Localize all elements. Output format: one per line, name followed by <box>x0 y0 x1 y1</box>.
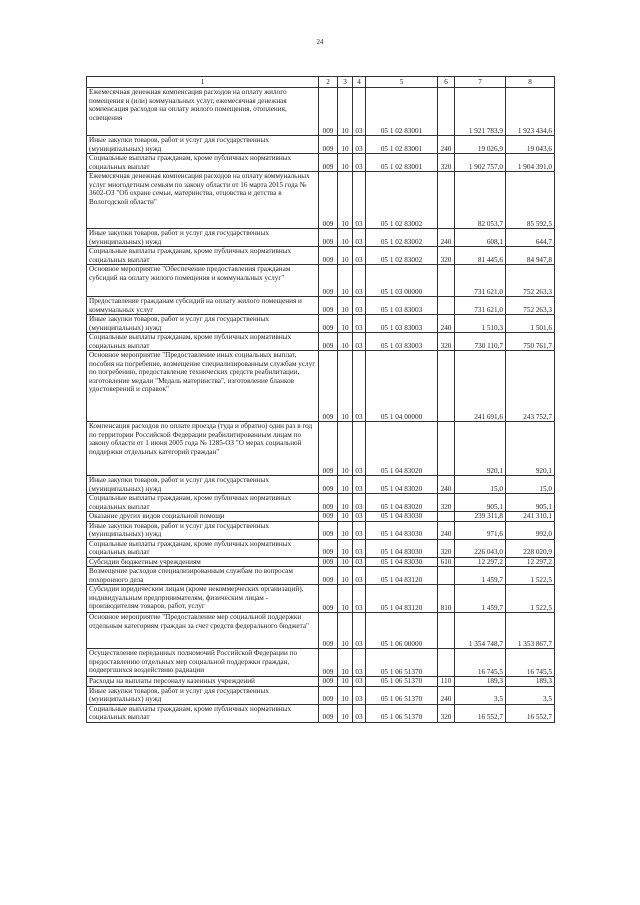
amount-year-2: 905,1 <box>506 494 555 512</box>
amount-year-2: 84 947,8 <box>506 247 555 265</box>
section-code: 10 <box>338 557 353 567</box>
subsection-code: 03 <box>353 351 366 422</box>
ministry-code: 009 <box>319 476 338 494</box>
subsection-code: 03 <box>353 494 366 512</box>
table-row <box>87 297 555 315</box>
subsection-code: 03 <box>353 521 366 539</box>
column-header: 3 <box>338 77 353 88</box>
expense-type-code <box>438 512 455 522</box>
expense-type-code: 320 <box>438 333 455 351</box>
target-article-code: 05 1 02 83002 <box>366 229 438 247</box>
column-header: 8 <box>506 77 555 88</box>
row-name: Социальные выплаты гражданам, кроме публичных нормативных социальных выплат <box>87 704 319 722</box>
row-name: Субсидии юридическим лицам (кроме некоммерческих организаций), индивидуальным предпринимателям, физическим лицам - производителям товаров, работ, услуг <box>87 585 319 613</box>
amount-year-2: 1 904 391,0 <box>506 154 555 172</box>
amount-year-2: 1 923 434,6 <box>506 88 555 136</box>
amount-year-2: 752 263,3 <box>506 297 555 315</box>
row-name: Социальные выплаты гражданам, кроме публичных нормативных социальных выплат <box>87 494 319 512</box>
subsection-code: 03 <box>353 585 366 613</box>
amount-year-2: 1 522,5 <box>506 585 555 613</box>
amount-year-2: 243 752,7 <box>506 351 555 422</box>
target-article-code: 05 1 02 83001 <box>366 136 438 154</box>
section-code: 10 <box>338 494 353 512</box>
section-code: 10 <box>338 88 353 136</box>
ministry-code: 009 <box>319 512 338 522</box>
ministry-code: 009 <box>319 704 338 722</box>
amount-year-2: 16 745,5 <box>506 649 555 677</box>
target-article-code: 05 1 02 83001 <box>366 154 438 172</box>
expense-type-code <box>438 567 455 585</box>
amount-year-2: 85 592,5 <box>506 172 555 229</box>
subsection-code: 03 <box>353 297 366 315</box>
table-row <box>87 557 555 567</box>
table-row <box>87 539 555 557</box>
amount-year-2: 750 761,7 <box>506 333 555 351</box>
table-row <box>87 704 555 722</box>
row-name: Социальные выплаты гражданам, кроме публичных нормативных социальных выплат <box>87 247 319 265</box>
amount-year-2: 12 297,2 <box>506 557 555 567</box>
row-name: Возмещение расходов специализированным службам по вопросам похоронного дела <box>87 567 319 585</box>
column-header: 1 <box>87 77 319 88</box>
table-row <box>87 172 555 229</box>
row-name: Ежемесячная денежная компенсация расходов на оплату коммунальных услуг многодетным семьям по закону области от 16 марта 2015 года № 3602-ОЗ "Об охране семьи, материнства, отцовства и детства в Вологодской области" <box>87 172 319 229</box>
expense-type-code: 320 <box>438 247 455 265</box>
column-header: 7 <box>455 77 506 88</box>
section-code: 10 <box>338 422 353 476</box>
table-row <box>87 351 555 422</box>
expense-type-code: 240 <box>438 229 455 247</box>
table-row <box>87 315 555 333</box>
subsection-code: 03 <box>353 649 366 677</box>
section-code: 10 <box>338 247 353 265</box>
amount-year-1: 3,5 <box>455 686 506 704</box>
target-article-code: 05 1 04 83020 <box>366 422 438 476</box>
amount-year-1: 1 921 783,9 <box>455 88 506 136</box>
amount-year-2: 228 020,9 <box>506 539 555 557</box>
table-row <box>87 585 555 613</box>
ministry-code: 009 <box>319 422 338 476</box>
ministry-code: 009 <box>319 567 338 585</box>
target-article-code: 05 1 04 83120 <box>366 567 438 585</box>
section-code: 10 <box>338 512 353 522</box>
section-code: 10 <box>338 539 353 557</box>
target-article-code: 05 1 03 83003 <box>366 333 438 351</box>
ministry-code: 009 <box>319 333 338 351</box>
expense-type-code <box>438 88 455 136</box>
section-code: 10 <box>338 521 353 539</box>
section-code: 10 <box>338 333 353 351</box>
row-name: Иные закупки товаров, работ и услуг для государственных (муниципальных) нужд <box>87 476 319 494</box>
amount-year-1: 1 902 757,0 <box>455 154 506 172</box>
ministry-code: 009 <box>319 136 338 154</box>
amount-year-1: 81 445,6 <box>455 247 506 265</box>
table-row <box>87 154 555 172</box>
section-code: 10 <box>338 677 353 687</box>
expense-type-code <box>438 613 455 649</box>
row-name: Оказание других видов социальной помощи <box>87 512 319 522</box>
section-code: 10 <box>338 136 353 154</box>
table-row <box>87 136 555 154</box>
page-number: 24 <box>316 38 324 46</box>
amount-year-1: 1 459,7 <box>455 585 506 613</box>
expense-type-code <box>438 649 455 677</box>
row-name: Социальные выплаты гражданам, кроме публичных нормативных социальных выплат <box>87 333 319 351</box>
table-row <box>87 88 555 136</box>
section-code: 10 <box>338 172 353 229</box>
section-code: 10 <box>338 229 353 247</box>
target-article-code: 05 1 03 83003 <box>366 297 438 315</box>
subsection-code: 03 <box>353 557 366 567</box>
amount-year-1: 82 053,7 <box>455 172 506 229</box>
subsection-code: 03 <box>353 686 366 704</box>
expense-type-code: 320 <box>438 704 455 722</box>
expense-type-code: 320 <box>438 154 455 172</box>
amount-year-2: 241 310,1 <box>506 512 555 522</box>
ministry-code: 009 <box>319 351 338 422</box>
subsection-code: 03 <box>353 422 366 476</box>
target-article-code: 05 1 06 00000 <box>366 613 438 649</box>
column-header: 5 <box>366 77 438 88</box>
amount-year-1: 730 110,7 <box>455 333 506 351</box>
amount-year-1: 16 745,5 <box>455 649 506 677</box>
subsection-code: 03 <box>353 613 366 649</box>
row-name: Иные закупки товаров, работ и услуг для государственных (муниципальных) нужд <box>87 229 319 247</box>
subsection-code: 03 <box>353 476 366 494</box>
amount-year-1: 226 043,0 <box>455 539 506 557</box>
amount-year-2: 15,0 <box>506 476 555 494</box>
ministry-code: 009 <box>319 247 338 265</box>
subsection-code: 03 <box>353 172 366 229</box>
subsection-code: 03 <box>353 136 366 154</box>
section-code: 10 <box>338 567 353 585</box>
ministry-code: 009 <box>319 613 338 649</box>
table-row <box>87 494 555 512</box>
table-row <box>87 229 555 247</box>
row-name: Иные закупки товаров, работ и услуг для государственных (муниципальных) нужд <box>87 315 319 333</box>
ministry-code: 009 <box>319 297 338 315</box>
row-name: Основное мероприятие "Предоставление иных социальных выплат, пособия на погребение, возмещение специализированным службам услуг по погребению, предоставление технических средств реабилитации, изготовление медали "Медаль материнства", изготовление бланков удостоверений и справок" <box>87 351 319 422</box>
table-row <box>87 476 555 494</box>
section-code: 10 <box>338 585 353 613</box>
amount-year-1: 189,3 <box>455 677 506 687</box>
section-code: 10 <box>338 476 353 494</box>
ministry-code: 009 <box>319 265 338 297</box>
row-name: Социальные выплаты гражданам, кроме публичных нормативных социальных выплат <box>87 539 319 557</box>
section-code: 10 <box>338 297 353 315</box>
row-name: Основное мероприятие "Обеспечение предоставления гражданам субсидий на оплату жилого помещения и коммунальных услуг" <box>87 265 319 297</box>
expense-type-code: 320 <box>438 494 455 512</box>
expense-type-code: 240 <box>438 686 455 704</box>
subsection-code: 03 <box>353 265 366 297</box>
column-header: 2 <box>319 77 338 88</box>
target-article-code: 05 1 03 00000 <box>366 265 438 297</box>
target-article-code: 05 1 04 83120 <box>366 585 438 613</box>
section-code: 10 <box>338 154 353 172</box>
amount-year-1: 19 026,9 <box>455 136 506 154</box>
section-code: 10 <box>338 686 353 704</box>
table-row <box>87 567 555 585</box>
subsection-code: 03 <box>353 512 366 522</box>
subsection-code: 03 <box>353 677 366 687</box>
expense-type-code <box>438 172 455 229</box>
table-row <box>87 649 555 677</box>
target-article-code: 05 1 06 51370 <box>366 649 438 677</box>
ministry-code: 009 <box>319 172 338 229</box>
subsection-code: 03 <box>353 154 366 172</box>
amount-year-2: 920,1 <box>506 422 555 476</box>
amount-year-1: 16 552,7 <box>455 704 506 722</box>
ministry-code: 009 <box>319 677 338 687</box>
subsection-code: 03 <box>353 247 366 265</box>
section-code: 10 <box>338 351 353 422</box>
expense-type-code: 610 <box>438 557 455 567</box>
target-article-code: 05 1 02 83001 <box>366 88 438 136</box>
amount-year-1: 239 311,8 <box>455 512 506 522</box>
expense-type-code: 110 <box>438 677 455 687</box>
expense-type-code: 240 <box>438 136 455 154</box>
amount-year-2: 992,0 <box>506 521 555 539</box>
target-article-code: 05 1 03 83003 <box>366 315 438 333</box>
row-name: Иные закупки товаров, работ и услуг для государственных (муниципальных) нужд <box>87 521 319 539</box>
expense-type-code <box>438 297 455 315</box>
target-article-code: 05 1 04 83030 <box>366 539 438 557</box>
expense-type-code: 810 <box>438 585 455 613</box>
row-name: Компенсация расходов по оплате проезда (туда и обратно) один раз в год по территории Российской Федерации реабилитированным лицам по закону области от 1 июня 2005 года № 1285-ОЗ "О мерах социальной поддержки отдельных категорий граждан" <box>87 422 319 476</box>
amount-year-1: 1 510,3 <box>455 315 506 333</box>
amount-year-2: 1 522,5 <box>506 567 555 585</box>
ministry-code: 009 <box>319 88 338 136</box>
section-code: 10 <box>338 613 353 649</box>
row-name: Предоставление гражданам субсидий на оплату жилого помещения и коммунальных услуг <box>87 297 319 315</box>
amount-year-2: 3,5 <box>506 686 555 704</box>
expense-type-code: 240 <box>438 476 455 494</box>
row-name: Расходы на выплаты персоналу казенных учреждений <box>87 677 319 687</box>
row-name: Иные закупки товаров, работ и услуг для государственных (муниципальных) нужд <box>87 136 319 154</box>
target-article-code: 05 1 04 00000 <box>366 351 438 422</box>
table-row <box>87 613 555 649</box>
subsection-code: 03 <box>353 704 366 722</box>
ministry-code: 009 <box>319 521 338 539</box>
amount-year-2: 644,7 <box>506 229 555 247</box>
ministry-code: 009 <box>319 315 338 333</box>
column-header: 4 <box>353 77 366 88</box>
row-name: Субсидии бюджетным учреждениям <box>87 557 319 567</box>
amount-year-1: 1 354 748,7 <box>455 613 506 649</box>
amount-year-2: 16 552,7 <box>506 704 555 722</box>
table-row <box>87 512 555 522</box>
ministry-code: 009 <box>319 585 338 613</box>
section-code: 10 <box>338 315 353 333</box>
subsection-code: 03 <box>353 333 366 351</box>
row-name: Ежемесячная денежная компенсация расходов на оплату жилого помещения и (или) коммунальных услуг, ежемесячная денежная компенсация расходов на оплату жилого помещения, отопления, освещения <box>87 88 319 136</box>
table-row <box>87 333 555 351</box>
subsection-code: 03 <box>353 315 366 333</box>
amount-year-1: 608,1 <box>455 229 506 247</box>
expense-type-code: 240 <box>438 521 455 539</box>
table-header-row <box>87 77 555 88</box>
target-article-code: 05 1 06 51370 <box>366 686 438 704</box>
ministry-code: 009 <box>319 557 338 567</box>
amount-year-1: 971,6 <box>455 521 506 539</box>
target-article-code: 05 1 02 83002 <box>366 247 438 265</box>
amount-year-2: 752 263,3 <box>506 265 555 297</box>
expense-type-code: 240 <box>438 315 455 333</box>
row-name: Осуществление переданных полномочий Российской Федерации по предоставлению отдельных мер социальной поддержки граждан, подвергшихся воздействию радиации <box>87 649 319 677</box>
ministry-code: 009 <box>319 539 338 557</box>
target-article-code: 05 1 04 83030 <box>366 557 438 567</box>
amount-year-2: 189,3 <box>506 677 555 687</box>
table-row <box>87 422 555 476</box>
table-row <box>87 265 555 297</box>
ministry-code: 009 <box>319 154 338 172</box>
ministry-code: 009 <box>319 229 338 247</box>
target-article-code: 05 1 06 51370 <box>366 677 438 687</box>
amount-year-1: 241 691,6 <box>455 351 506 422</box>
expense-type-code <box>438 265 455 297</box>
section-code: 10 <box>338 265 353 297</box>
amount-year-1: 920,1 <box>455 422 506 476</box>
amount-year-1: 731 621,0 <box>455 297 506 315</box>
column-header: 6 <box>438 77 455 88</box>
ministry-code: 009 <box>319 494 338 512</box>
table-row <box>87 521 555 539</box>
ministry-code: 009 <box>319 649 338 677</box>
subsection-code: 03 <box>353 539 366 557</box>
budget-table <box>86 76 555 723</box>
amount-year-1: 12 297,2 <box>455 557 506 567</box>
table-row <box>87 677 555 687</box>
amount-year-2: 1 501,6 <box>506 315 555 333</box>
ministry-code: 009 <box>319 686 338 704</box>
target-article-code: 05 1 06 51370 <box>366 704 438 722</box>
amount-year-1: 15,0 <box>455 476 506 494</box>
amount-year-1: 731 621,0 <box>455 265 506 297</box>
amount-year-1: 1 459,7 <box>455 567 506 585</box>
expense-type-code: 320 <box>438 539 455 557</box>
expense-type-code <box>438 422 455 476</box>
subsection-code: 03 <box>353 567 366 585</box>
amount-year-2: 19 043,6 <box>506 136 555 154</box>
table-row <box>87 686 555 704</box>
target-article-code: 05 1 04 83030 <box>366 521 438 539</box>
target-article-code: 05 1 04 83020 <box>366 494 438 512</box>
subsection-code: 03 <box>353 88 366 136</box>
target-article-code: 05 1 02 83002 <box>366 172 438 229</box>
row-name: Иные закупки товаров, работ и услуг для государственных (муниципальных) нужд <box>87 686 319 704</box>
target-article-code: 05 1 04 83030 <box>366 512 438 522</box>
row-name: Основное мероприятие "Предоставление мер социальной поддержки отдельным категориям граждан за счет средств федерального бюджета" <box>87 613 319 649</box>
target-article-code: 05 1 04 83020 <box>366 476 438 494</box>
subsection-code: 03 <box>353 229 366 247</box>
amount-year-1: 905,1 <box>455 494 506 512</box>
section-code: 10 <box>338 704 353 722</box>
table-row <box>87 247 555 265</box>
row-name: Социальные выплаты гражданам, кроме публичных нормативных социальных выплат <box>87 154 319 172</box>
section-code: 10 <box>338 649 353 677</box>
expense-type-code <box>438 351 455 422</box>
amount-year-2: 1 353 867,7 <box>506 613 555 649</box>
